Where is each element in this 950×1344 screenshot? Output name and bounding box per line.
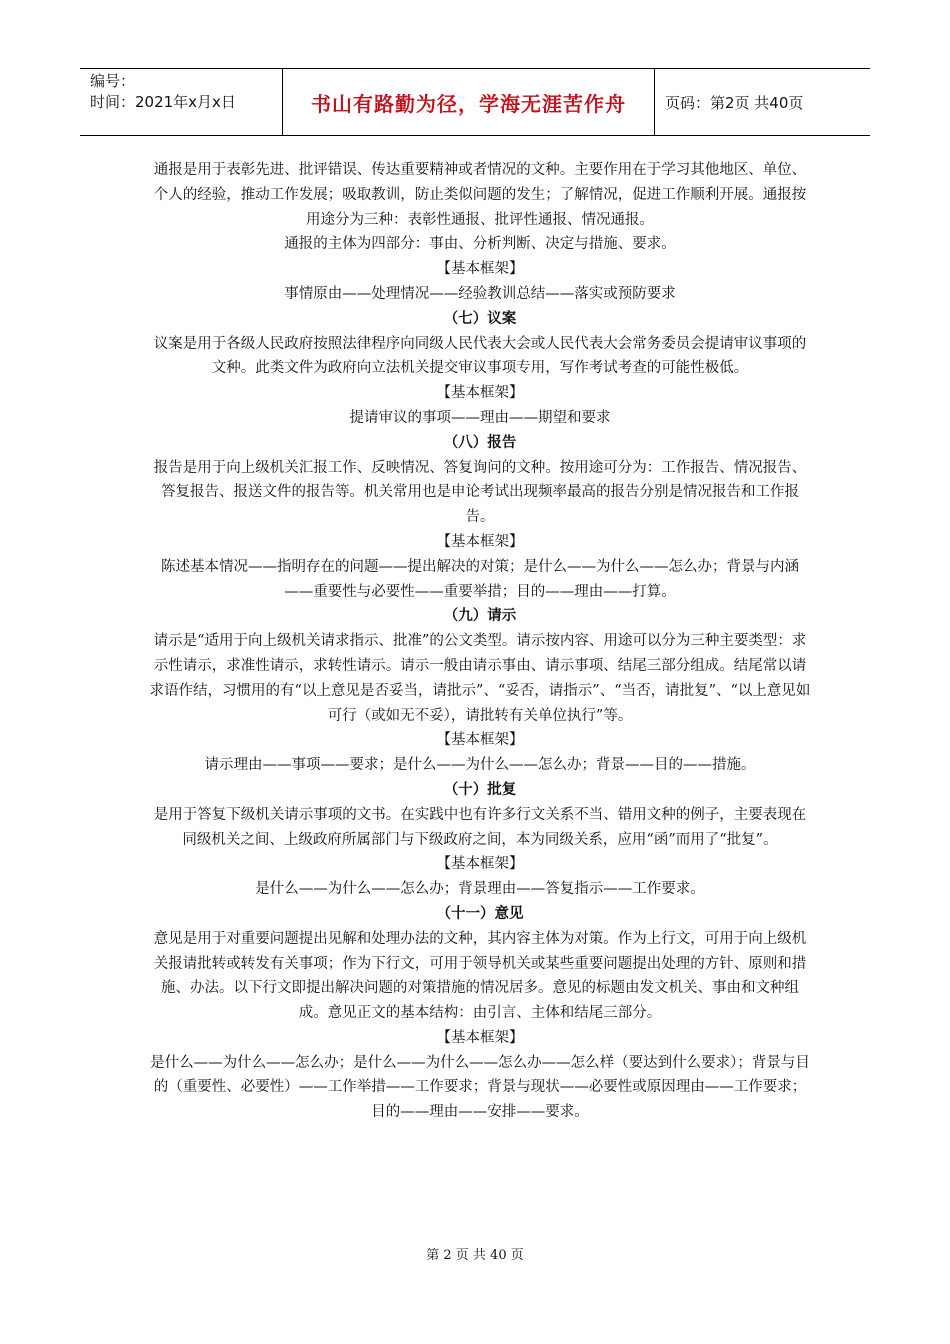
document-time-label: 时间：2021年x月x日 xyxy=(90,93,236,111)
body-paragraph: 通报是用于表彰先进、批评错误、传达重要精神或者情况的文种。主要作用在于学习其他地区、单位、个人的经验，推动工作发展；吸取教训，防止类似问题的发生；了解情况，促进工作顺利开展。通报按用途分为三种：表彰性通报、批评性通报、情况通报。 xyxy=(153,162,807,228)
section-heading: （八）报告 xyxy=(443,433,517,451)
body-paragraph: 【基本框架】 xyxy=(436,385,524,402)
body-paragraph: 陈述基本情况——指明存在的问题——提出解决的对策；是什么——为什么——怎么办；背景与内涵——重要性与必要性——重要举措；目的——理由——打算。 xyxy=(161,558,799,600)
body-paragraph: 【基本框架】 xyxy=(436,856,524,873)
body-paragraph: 【基本框架】 xyxy=(436,732,524,749)
document-number-label: 编号： xyxy=(90,72,136,90)
header-page-number: 页码：第2页 共40页 xyxy=(665,93,804,112)
body-paragraph: 议案是用于各级人民政府按照法律程序向同级人民代表大会或人民代表大会常务委员会提请审议事项的文种。此类文件为政府向立法机关提交审议事项专用，写作考试考查的可能性极低。 xyxy=(153,335,807,377)
page-footer: 第 2 页 共 40 页 xyxy=(426,1248,524,1263)
body-paragraph: 事情原由——处理情况——经验教训总结——落实或预防要求 xyxy=(284,285,676,302)
body-paragraph: 意见是用于对重要问题提出见解和处理办法的文种，其内容主体为对策。作为上行文，可用于向上级机关报请批转或转发有关事项；作为下行文，可用于领导机关或某些重要问题提出处理的方针、原则和措施、办法。以下行文即提出解决问题的对策措施的情况居多。意见的标题由发文机关、事由和文种组成。意见正文的基本结构：由引言、主体和结尾三部分。 xyxy=(153,930,807,1022)
document-body xyxy=(148,158,812,1125)
body-paragraph: 【基本框架】 xyxy=(436,533,524,550)
body-paragraph: 【基本框架】 xyxy=(436,1029,524,1046)
header-meta-cell xyxy=(80,69,283,135)
body-paragraph: 是用于答复下级机关请示事项的文书。在实践中也有许多行文关系不当、错用文种的例子，主要表现在同级机关之间、上级政府所属部门与下级政府之间，本为同级关系，应用“函”而用了“批复”。 xyxy=(153,806,807,848)
section-heading: （十）批复 xyxy=(443,780,517,798)
header-motto: 书山有路勤为径，学海无涯苦作舟 xyxy=(283,69,655,135)
body-paragraph: 提请审议的事项——理由——期望和要求 xyxy=(349,409,611,426)
body-paragraph: 请示理由——事项——要求；是什么——为什么——怎么办；背景——目的——措施。 xyxy=(204,757,756,774)
body-paragraph: 请示是“适用于向上级机关请求指示、批准”的公文类型。请示按内容、用途可以分为三种主要类型：求示性请示，求准性请示，求转性请示。请示一般由请示事由、请示事项、结尾三部分组成。结尾常以请求语作结，习惯用的有“以上意见是否妥当，请批示”、“妥否，请指示”、“当否，请批复”、“以上意见如可行（或如无不妥），请批转有关单位执行”等。 xyxy=(149,633,811,724)
body-paragraph: 【基本框架】 xyxy=(436,261,524,278)
body-paragraph: 是什么——为什么——怎么办；是什么——为什么——怎么办——怎么样（要达到什么要求）；背景与目的（重要性、必要性）——工作举措——工作要求；背景与现状——必要性或原因理由——工作要求；目的——理由——安排——要求。 xyxy=(150,1054,810,1121)
body-paragraph: 是什么——为什么——怎么办；背景理由——答复指示——工作要求。 xyxy=(255,881,705,898)
section-heading: （十一）意见 xyxy=(436,904,524,922)
section-heading: （九）请示 xyxy=(443,607,517,625)
page-header xyxy=(80,68,870,136)
section-heading: （七）议案 xyxy=(443,309,517,327)
body-paragraph: 通报的主体为四部分：事由、分析判断、决定与措施、要求。 xyxy=(284,236,676,253)
body-paragraph: 报告是用于向上级机关汇报工作、反映情况、答复询问的文种。按用途可分为：工作报告、情况报告、答复报告、报送文件的报告等。机关常用也是申论考试出现频率最高的报告分别是情况报告和工作报告。 xyxy=(153,459,807,526)
